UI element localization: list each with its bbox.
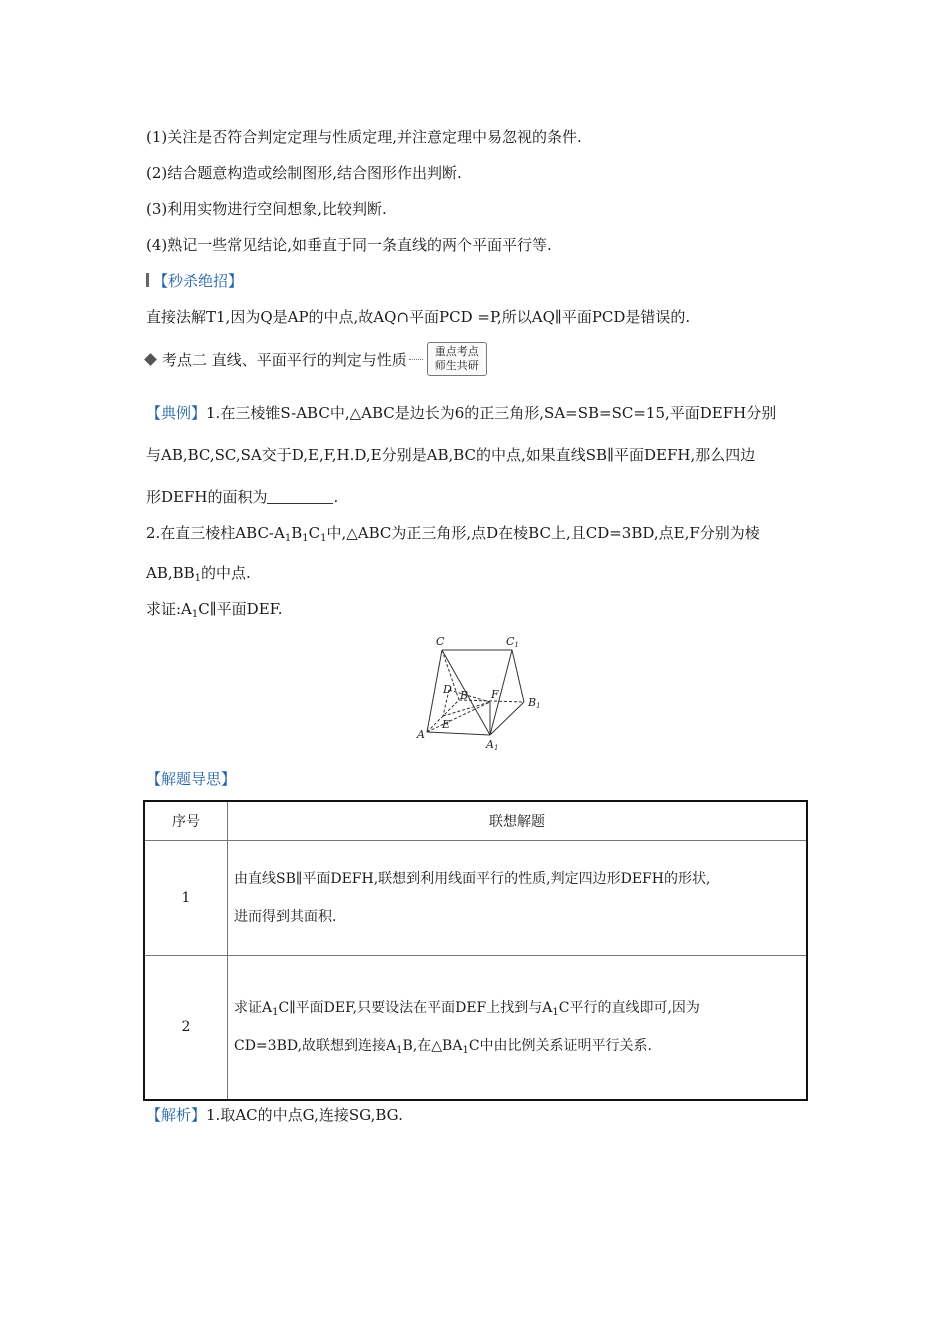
problem2-line-3: 求证$:A_1C\parallel$平面DEF. (146, 600, 283, 620)
solution-line (146, 1104, 403, 1126)
prism-figure (412, 632, 552, 754)
label-b: B (460, 689, 469, 702)
example-label: 【典例】 (146, 404, 207, 422)
solution-label: 【解析】 (146, 1106, 207, 1124)
table-row (144, 956, 807, 1100)
dotted-leader (409, 359, 423, 360)
problem2-line-2: $AB,BB_1$的中点. (146, 564, 251, 584)
trick-label: 【秒杀绝招】 (153, 272, 244, 290)
edge-a-a1 (427, 732, 490, 735)
solution-text: 1.取AC的中点G,连接SG,BG. (206, 1106, 403, 1124)
table-header-row (144, 801, 807, 841)
example-line-3 (146, 486, 338, 508)
label-a1: A1 (486, 738, 499, 752)
tip-2: (2)结合题意构造或绘制图形,结合图形作出判断. (146, 164, 462, 182)
example-text-3: 形DEFH的面积为 (146, 488, 268, 506)
trick-text: 直接法解T1,因为Q是AP的中点,故AQ∩平面PCD =P,所以AQ∥平面PCD是错误的. (146, 308, 691, 326)
bar-marker-icon (146, 273, 149, 287)
section-title: 考点二 直线、平面平行的判定与性质 (162, 350, 407, 369)
row1-num: 1 (144, 841, 228, 956)
guide-label: 【解题导思】 (146, 770, 237, 788)
header-idea: 联想解题 (228, 801, 808, 841)
problem2-line-1: 2.在直三棱柱ABC-$A_1B_1C_1$中,△ABC为正三角形,点D在棱BC上,且CD=3BD,点E,F分别为棱 (146, 524, 760, 544)
tip-1: (1)关注是否符合判定定理与性质定理,并注意定理中易忽视的条件. (146, 128, 582, 146)
example-text-1: 1.在三棱锥S-ABC中,△ABC是边长为6的正三角形,SA=SB=SC=15,平面DEFH分别 (206, 404, 777, 422)
badge-line-1: 重点考点 (434, 345, 479, 358)
row2-text: 求证$A_1C\parallel$平面DEF,只要设法在平面DEF上找到与$A_1C$平行的直线即可,因为 CD=3BD,故联想到连接$A_1B$,在$\triangle BA_1C$中由比例关系证明平行关系. (228, 956, 808, 1100)
label-e: E (442, 718, 451, 731)
row1-text: 由直线SB∥平面DEFH,联想到利用线面平行的性质,判定四边形DEFH的形状, 进而得到其面积. (228, 841, 808, 956)
guide-table (143, 800, 808, 1101)
edge-a1-b1 (490, 702, 524, 735)
example-period: . (333, 488, 339, 506)
header-num: 序号 (144, 801, 228, 841)
label-b1: B1 (528, 696, 541, 710)
tip-3: (3)利用实物进行空间想象,比较判断. (146, 200, 387, 218)
badge-line-2: 师生共研 (434, 359, 479, 372)
answer-blank (267, 489, 333, 504)
label-a: A (417, 728, 425, 741)
label-c1: C1 (506, 635, 519, 649)
label-d: D (443, 683, 452, 696)
trick-heading (146, 270, 243, 292)
focus-badge (427, 342, 487, 376)
label-c: C (436, 635, 445, 648)
row2-num: 2 (144, 956, 228, 1100)
section-heading (146, 342, 487, 376)
edge-c1-b1 (512, 650, 524, 702)
example-line-1 (146, 402, 776, 424)
table-row (144, 841, 807, 956)
tip-4: (4)熟记一些常见结论,如垂直于同一条直线的两个平面平行等. (146, 236, 552, 254)
label-f: F (491, 688, 499, 701)
example-line-2: 与AB,BC,SC,SA交于D,E,F,H.D,E分别是AB,BC的中点,如果直线SB∥平面DEFH,那么四边 (146, 446, 756, 464)
edge-a-f (427, 702, 490, 732)
diamond-bullet-icon (144, 353, 157, 366)
